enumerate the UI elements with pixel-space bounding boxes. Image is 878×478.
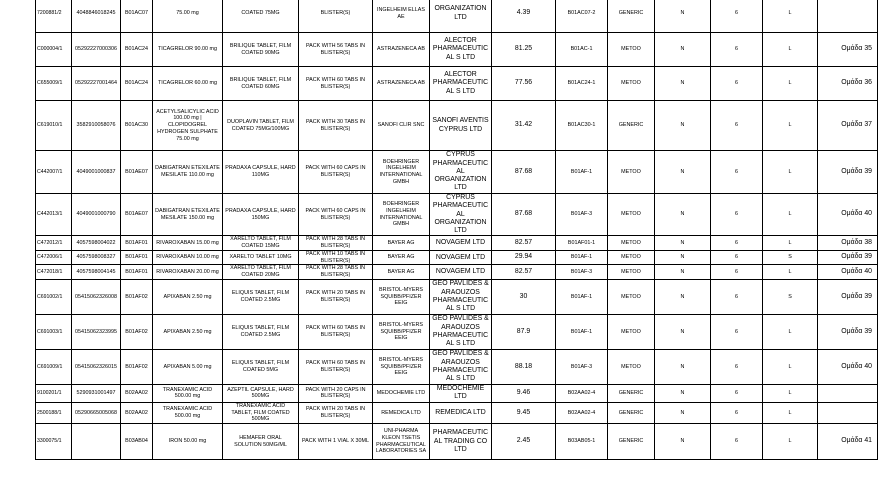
- reference-cell: B02AA02-4: [556, 384, 608, 402]
- type-cell: GENERIC: [608, 424, 655, 460]
- barcode-cell: 05415062326008: [72, 279, 121, 314]
- manufacturer-cell: UNI-PHARMA KLEON TSETIS PHARMACEUTICAL LABORATORIES SA: [373, 424, 430, 460]
- reference-cell: B01AF-3: [556, 194, 608, 236]
- type-cell: METOO: [608, 349, 655, 384]
- manufacturer-cell: BRISTOL-MYERS SQUIBB/PFIZER EEIG: [373, 349, 430, 384]
- barcode-cell: 5290931001497: [72, 384, 121, 402]
- size-cell: L: [763, 384, 818, 402]
- flag-n-cell: N: [655, 0, 711, 33]
- atc-cell: B01AF01: [121, 236, 153, 251]
- mah-cell: ALECTOR PHARMACEUTICAL S LTD: [430, 33, 492, 67]
- product-cell: AZEPTIL CAPSULE, HARD 500MG: [223, 384, 299, 402]
- table-row: [36, 279, 878, 314]
- atc-cell: B01AF01: [121, 265, 153, 280]
- group-cell: Ομάδα 39: [818, 314, 878, 349]
- size-cell: L: [763, 424, 818, 460]
- reference-cell: B01AF-1: [556, 314, 608, 349]
- pack-cell: PACK WITH 20 TABS IN BLISTER(S): [299, 279, 373, 314]
- mah-cell: GEO PAVLIDES & ARAOUZOS PHARMACEUTICAL S LTD: [430, 279, 492, 314]
- ingredient-cell: APIXABAN 2.50 mg: [153, 279, 223, 314]
- reference-cell: B01AC-1: [556, 33, 608, 67]
- product-cell: XARELTO TABLET, FILM COATED 15MG: [223, 236, 299, 251]
- mah-cell: NOVAGEM LTD: [430, 250, 492, 265]
- atc-cell: B02AA02: [121, 384, 153, 402]
- barcode-cell: 4049001000837: [72, 151, 121, 194]
- price-cell: 87.68: [492, 194, 556, 236]
- price-cell: 30: [492, 279, 556, 314]
- table-row: [36, 402, 878, 423]
- type-cell: METOO: [608, 151, 655, 194]
- product-cell: TRANEXAMIC ACID TABLET, FILM COATED 500MG: [223, 402, 299, 423]
- atc-cell: B01AE07: [121, 194, 153, 236]
- number-cell: 6: [711, 236, 763, 251]
- barcode-cell: 4057598004145: [72, 265, 121, 280]
- ingredient-cell: RIVAROXABAN 10.00 mg: [153, 250, 223, 265]
- price-cell: 31.42: [492, 101, 556, 151]
- table-row: [36, 349, 878, 384]
- group-cell: Ομάδα 39: [818, 279, 878, 314]
- size-cell: L: [763, 402, 818, 423]
- atc-cell: B02AA02: [121, 402, 153, 423]
- mah-cell: ORGANIZATION LTD: [430, 0, 492, 33]
- product-cell: ELIQUIS TABLET, FILM COATED 5MG: [223, 349, 299, 384]
- ingredient-cell: TRANEXAMIC ACID 500.00 mg: [153, 384, 223, 402]
- barcode-cell: 4057598008327: [72, 250, 121, 265]
- size-cell: L: [763, 265, 818, 280]
- pack-cell: PACK WITH 60 CAPS IN BLISTER(S): [299, 151, 373, 194]
- table-row: [36, 33, 878, 67]
- manufacturer-cell: BOEHRINGER INGELHEIM INTERNATIONAL GMBH: [373, 151, 430, 194]
- product-cell: PRADAXA CAPSULE, HARD 150MG: [223, 194, 299, 236]
- pack-cell: PACK WITH 10 TABS IN BLISTER(S): [299, 250, 373, 265]
- manufacturer-cell: BAYER AG: [373, 236, 430, 251]
- product-cell: HEMAFER ORAL SOLUTION 50MG/ML: [223, 424, 299, 460]
- manufacturer-cell: BAYER AG: [373, 250, 430, 265]
- mah-cell: MEDOCHEMIE LTD: [430, 384, 492, 402]
- mah-cell: REMEDICA LTD: [430, 402, 492, 423]
- size-cell: L: [763, 314, 818, 349]
- reference-cell: B01AC07-2: [556, 0, 608, 33]
- ingredient-cell: APIXABAN 5.00 mg: [153, 349, 223, 384]
- atc-cell: B03AB04: [121, 424, 153, 460]
- number-cell: 6: [711, 384, 763, 402]
- table-row: [36, 265, 878, 280]
- barcode-cell: 05415062326015: [72, 349, 121, 384]
- ingredient-cell: TRANEXAMIC ACID 500.00 mg: [153, 402, 223, 423]
- size-cell: L: [763, 67, 818, 101]
- flag-n-cell: N: [655, 236, 711, 251]
- pack-cell: PACK WITH 56 TABS IN BLISTER(S): [299, 33, 373, 67]
- code-cell: C619010/1: [36, 101, 72, 151]
- flag-n-cell: N: [655, 194, 711, 236]
- price-cell: 2.45: [492, 424, 556, 460]
- type-cell: METOO: [608, 67, 655, 101]
- reference-cell: B02AA02-4: [556, 402, 608, 423]
- manufacturer-cell: BAYER AG: [373, 265, 430, 280]
- ingredient-cell: 75.00 mg: [153, 0, 223, 33]
- flag-n-cell: N: [655, 402, 711, 423]
- size-cell: L: [763, 0, 818, 33]
- table-row: [36, 101, 878, 151]
- mah-cell: CYPRUS PHARMACEUTICAL ORGANIZATION LTD: [430, 194, 492, 236]
- number-cell: 6: [711, 151, 763, 194]
- reference-cell: B01AF-1: [556, 250, 608, 265]
- pack-cell: PACK WITH 60 CAPS IN BLISTER(S): [299, 194, 373, 236]
- number-cell: 6: [711, 0, 763, 33]
- manufacturer-cell: SANOFI CLIR SNC: [373, 101, 430, 151]
- group-cell: Ομάδα 40: [818, 349, 878, 384]
- barcode-cell: 4057598004022: [72, 236, 121, 251]
- pack-cell: PACK WITH 28 TABS IN BLISTER(S): [299, 236, 373, 251]
- product-cell: BRILIQUE TABLET, FILM COATED 90MG: [223, 33, 299, 67]
- mah-cell: CYPRUS PHARMACEUTICAL ORGANIZATION LTD: [430, 151, 492, 194]
- table-row: [36, 67, 878, 101]
- pack-cell: PACK WITH 60 TABS IN BLISTER(S): [299, 349, 373, 384]
- type-cell: GENERIC: [608, 402, 655, 423]
- barcode-cell: 05415062323995: [72, 314, 121, 349]
- table-row: [36, 424, 878, 460]
- ingredient-cell: IRON 50.00 mg: [153, 424, 223, 460]
- reference-cell: B03AB05-1: [556, 424, 608, 460]
- price-cell: 87.9: [492, 314, 556, 349]
- table-row: [36, 194, 878, 236]
- drug-price-table: [35, 0, 878, 460]
- group-cell: Ομάδα 40: [818, 194, 878, 236]
- pack-cell: PACK WITH 28 TABS IN BLISTER(S): [299, 265, 373, 280]
- mah-cell: PHARMACEUTICAL TRADING CO LTD: [430, 424, 492, 460]
- atc-cell: B01AF02: [121, 279, 153, 314]
- code-cell: C472018/1: [36, 265, 72, 280]
- barcode-cell: 3582910058076: [72, 101, 121, 151]
- mah-cell: GEO PAVLIDES & ARAOUZOS PHARMACEUTICAL S LTD: [430, 314, 492, 349]
- table-row: [36, 384, 878, 402]
- manufacturer-cell: BOEHRINGER INGELHEIM INTERNATIONAL GMBH: [373, 194, 430, 236]
- price-cell: 82.57: [492, 265, 556, 280]
- pack-cell: PACK WITH 60 TABS IN BLISTER(S): [299, 314, 373, 349]
- price-cell: 77.56: [492, 67, 556, 101]
- pack-cell: PACK WITH 60 TABS IN BLISTER(S): [299, 67, 373, 101]
- code-cell: C472012/1: [36, 236, 72, 251]
- price-cell: 81.25: [492, 33, 556, 67]
- atc-cell: B01AE07: [121, 151, 153, 194]
- ingredient-cell: APIXABAN 2.50 mg: [153, 314, 223, 349]
- size-cell: L: [763, 33, 818, 67]
- type-cell: METOO: [608, 279, 655, 314]
- flag-n-cell: N: [655, 424, 711, 460]
- code-cell: C000004/1: [36, 33, 72, 67]
- barcode-cell: 4049001000790: [72, 194, 121, 236]
- manufacturer-cell: REMEDICA LTD: [373, 402, 430, 423]
- barcode-cell: [72, 424, 121, 460]
- flag-n-cell: N: [655, 314, 711, 349]
- table-row: [36, 151, 878, 194]
- price-cell: 9.46: [492, 384, 556, 402]
- code-cell: C691003/1: [36, 314, 72, 349]
- mah-cell: NOVAGEM LTD: [430, 236, 492, 251]
- flag-n-cell: N: [655, 33, 711, 67]
- ingredient-cell: DABIGATRAN ETEXILATE MESILATE 110.00 mg: [153, 151, 223, 194]
- code-cell: C442013/1: [36, 194, 72, 236]
- barcode-cell: 05292227001464: [72, 67, 121, 101]
- number-cell: 6: [711, 194, 763, 236]
- barcode-cell: 05292227000306: [72, 33, 121, 67]
- price-cell: 82.57: [492, 236, 556, 251]
- type-cell: METOO: [608, 314, 655, 349]
- group-cell: [818, 402, 878, 423]
- table-row: [36, 250, 878, 265]
- flag-n-cell: N: [655, 349, 711, 384]
- mah-cell: ALECTOR PHARMACEUTICAL S LTD: [430, 67, 492, 101]
- type-cell: GENERIC: [608, 0, 655, 33]
- size-cell: L: [763, 194, 818, 236]
- price-cell: 29.94: [492, 250, 556, 265]
- table-body: [36, 0, 878, 460]
- ingredient-cell: TICAGRELOR 60.00 mg: [153, 67, 223, 101]
- type-cell: METOO: [608, 265, 655, 280]
- type-cell: GENERIC: [608, 101, 655, 151]
- code-cell: C655009/1: [36, 67, 72, 101]
- product-cell: PRADAXA CAPSULE, HARD 110MG: [223, 151, 299, 194]
- barcode-cell: 05290665005068: [72, 402, 121, 423]
- flag-n-cell: N: [655, 250, 711, 265]
- ingredient-cell: RIVAROXABAN 20.00 mg: [153, 265, 223, 280]
- code-cell: 3300075/1: [36, 424, 72, 460]
- product-cell: ELIQUIS TABLET, FILM COATED 2.5MG: [223, 279, 299, 314]
- code-cell: C442007/1: [36, 151, 72, 194]
- type-cell: METOO: [608, 250, 655, 265]
- price-cell: 87.68: [492, 151, 556, 194]
- flag-n-cell: N: [655, 279, 711, 314]
- table-row: [36, 314, 878, 349]
- manufacturer-cell: ASTRAZENECA AB: [373, 67, 430, 101]
- code-cell: C691009/1: [36, 349, 72, 384]
- product-cell: ELIQUIS TABLET, FILM COATED 2.5MG: [223, 314, 299, 349]
- reference-cell: B01AC24-1: [556, 67, 608, 101]
- number-cell: 6: [711, 250, 763, 265]
- type-cell: METOO: [608, 33, 655, 67]
- code-cell: C691002/1: [36, 279, 72, 314]
- ingredient-cell: TICAGRELOR 90.00 mg: [153, 33, 223, 67]
- number-cell: 6: [711, 314, 763, 349]
- reference-cell: B01AF01-1: [556, 236, 608, 251]
- reference-cell: B01AF-1: [556, 151, 608, 194]
- type-cell: GENERIC: [608, 384, 655, 402]
- manufacturer-cell: BRISTOL-MYERS SQUIBB/PFIZER EEIG: [373, 279, 430, 314]
- type-cell: METOO: [608, 236, 655, 251]
- atc-cell: B01AF01: [121, 250, 153, 265]
- group-cell: Ομάδα 41: [818, 424, 878, 460]
- number-cell: 6: [711, 349, 763, 384]
- code-cell: 7200881/2: [36, 0, 72, 33]
- reference-cell: B01AF-3: [556, 349, 608, 384]
- atc-cell: B01AC24: [121, 33, 153, 67]
- manufacturer-cell: MEDOCHEMIE LTD: [373, 384, 430, 402]
- pack-cell: PACK WITH 1 VIAL X 30ML: [299, 424, 373, 460]
- product-cell: XARELTO TABLET, FILM COATED 20MG: [223, 265, 299, 280]
- group-cell: Ομάδα 38: [818, 236, 878, 251]
- number-cell: 6: [711, 402, 763, 423]
- group-cell: Ομάδα 39: [818, 151, 878, 194]
- size-cell: L: [763, 236, 818, 251]
- size-cell: L: [763, 101, 818, 151]
- reference-cell: B01AF-1: [556, 279, 608, 314]
- mah-cell: GEO PAVLIDES & ARAOUZOS PHARMACEUTICAL S LTD: [430, 349, 492, 384]
- number-cell: 6: [711, 279, 763, 314]
- group-cell: [818, 384, 878, 402]
- code-cell: 2500188/1: [36, 402, 72, 423]
- price-cell: 9.45: [492, 402, 556, 423]
- flag-n-cell: N: [655, 384, 711, 402]
- price-cell: 88.18: [492, 349, 556, 384]
- type-cell: METOO: [608, 194, 655, 236]
- table-row: [36, 0, 878, 33]
- code-cell: C472006/1: [36, 250, 72, 265]
- mah-cell: SANOFI AVENTIS CYPRUS LTD: [430, 101, 492, 151]
- atc-cell: B01AC24: [121, 67, 153, 101]
- manufacturer-cell: BRISTOL-MYERS SQUIBB/PFIZER EEIG: [373, 314, 430, 349]
- number-cell: 6: [711, 67, 763, 101]
- group-cell: Ομάδα 35: [818, 33, 878, 67]
- ingredient-cell: RIVAROXABAN 15.00 mg: [153, 236, 223, 251]
- group-cell: Ομάδα 39: [818, 250, 878, 265]
- product-cell: DUOPLAVIN TABLET, FILM COATED 75MG/100MG: [223, 101, 299, 151]
- pack-cell: PACK WITH 20 CAPS IN BLISTER(S): [299, 384, 373, 402]
- atc-cell: B01AC30: [121, 101, 153, 151]
- size-cell: S: [763, 250, 818, 265]
- manufacturer-cell: ASTRAZENECA AB: [373, 33, 430, 67]
- flag-n-cell: N: [655, 265, 711, 280]
- number-cell: 6: [711, 101, 763, 151]
- pack-cell: PACK WITH 30 TABS IN BLISTER(S): [299, 101, 373, 151]
- pack-cell: BLISTER(S): [299, 0, 373, 33]
- size-cell: L: [763, 151, 818, 194]
- atc-cell: B01AC07: [121, 0, 153, 33]
- ingredient-cell: ACETYLSALICYLIC ACID 100.00 mg | CLOPIDOGREL HYDROGEN SULPHATE 75.00 mg: [153, 101, 223, 151]
- flag-n-cell: N: [655, 151, 711, 194]
- atc-cell: B01AF02: [121, 349, 153, 384]
- flag-n-cell: N: [655, 101, 711, 151]
- product-cell: XARELTO TABLET 10MG: [223, 250, 299, 265]
- mah-cell: NOVAGEM LTD: [430, 265, 492, 280]
- number-cell: 6: [711, 424, 763, 460]
- size-cell: L: [763, 349, 818, 384]
- group-cell: Ομάδα 36: [818, 67, 878, 101]
- size-cell: S: [763, 279, 818, 314]
- atc-cell: B01AF02: [121, 314, 153, 349]
- product-cell: COATED 75MG: [223, 0, 299, 33]
- flag-n-cell: N: [655, 67, 711, 101]
- pack-cell: PACK WITH 20 TABS IN BLISTER(S): [299, 402, 373, 423]
- price-cell: 4.39: [492, 0, 556, 33]
- number-cell: 6: [711, 33, 763, 67]
- reference-cell: B01AC30-1: [556, 101, 608, 151]
- barcode-cell: 4048846018245: [72, 0, 121, 33]
- reference-cell: B01AF-3: [556, 265, 608, 280]
- code-cell: 9100201/1: [36, 384, 72, 402]
- table-row: [36, 236, 878, 251]
- group-cell: Ομάδα 37: [818, 101, 878, 151]
- product-cell: BRILIQUE TABLET, FILM COATED 60MG: [223, 67, 299, 101]
- group-cell: [818, 0, 878, 33]
- ingredient-cell: DABIGATRAN ETEXILATE MESILATE 150.00 mg: [153, 194, 223, 236]
- manufacturer-cell: INGELHEIM ELLAS AE: [373, 0, 430, 33]
- group-cell: Ομάδα 40: [818, 265, 878, 280]
- number-cell: 6: [711, 265, 763, 280]
